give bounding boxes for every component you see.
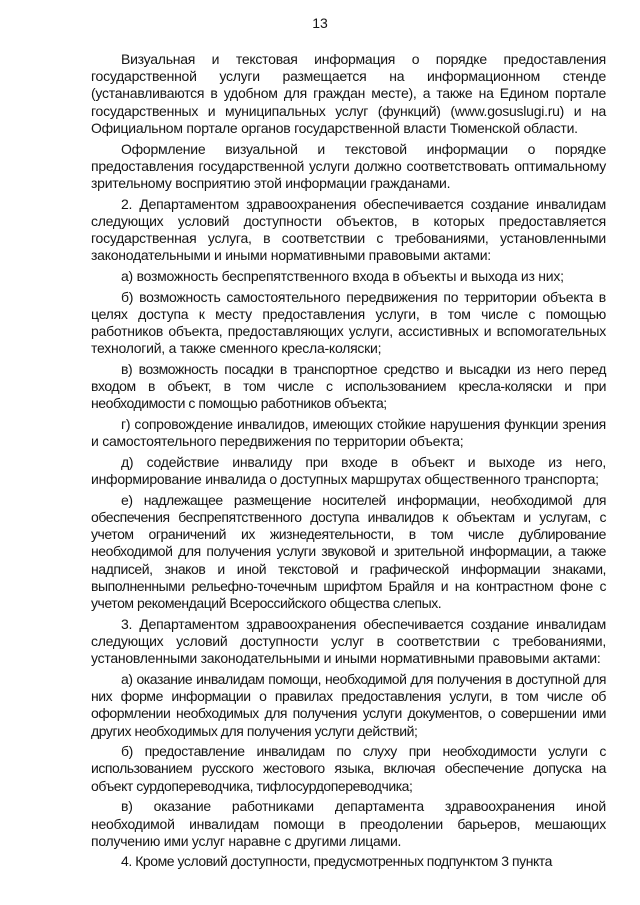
paragraph-2e: д) содействие инвалиду при входе в объект и выходе из него, информирование инвалида о доступных маршрутах общественного транспорта;: [91, 453, 606, 488]
paragraph-info-placement: Визуальная и текстовая информация о порядке предоставления государственной услуги размещается на информационном стенде (устанавливаются в удобном для граждан месте), а также на Едином портале государственных и муниципальных услуг (функций) (www.gosuslugi.ru) и на Официальном портале органов государственной власти Тюменской области.: [91, 51, 606, 136]
page-number: 13: [312, 15, 328, 31]
paragraph-3b: б) предоставление инвалидам по слуху при необходимости услуги с использованием русского жестового языка, включая обеспечение допуска на объект сурдопереводчика, тифлосурдопереводчика;: [91, 743, 606, 794]
paragraph-section-4: 4. Кроме условий доступности, предусмотренных подпунктом 3 пункта: [121, 853, 552, 870]
paragraph-2f: е) надлежащее размещение носителей информации, необходимой для обеспечения беспрепятственного доступа инвалидов к объектам и услугам, с учетом ограничений их жизнедеятельности, в том числе дублирование необходимой для получения услуги звуковой и зрительной информации, а также надписей, знаков и иной текстовой и графической информации знаками, выполненными рельефно-точечным шрифтом Брайля и на контрастном фоне с учетом рекомендаций Всероссийского общества слепых.: [91, 491, 606, 612]
paragraph-2c: в) возможность посадки в транспортное средство и высадки из него перед входом в объект, в том числе с использованием кресла-коляски и при необходимости с помощью работников объекта;: [91, 360, 606, 412]
paragraph-2a: а) возможность беспрепятственного входа в объекты и выхода из них;: [121, 267, 564, 284]
document-body: [91, 51, 606, 874]
paragraph-2d: г) сопровождение инвалидов, имеющих стойкие нарушения функции зрения и самостоятельного передвижения по территории объекта;: [91, 416, 606, 450]
paragraph-3a: а) оказание инвалидам помощи, необходимой для получения в доступной для них форме информации о правилах предоставления услуги, в том числе об оформлении необходимых для получения услуги документов, о совершении ими других необходимых для получения услуги действий;: [91, 670, 606, 739]
paragraph-info-design: Оформление визуальной и текстовой информации о порядке предоставления государственной услуги должно соответствовать оптимальному зрительному восприятию этой информации гражданами.: [91, 140, 606, 191]
paragraph-2b: б) возможность самостоятельного передвижения по территории объекта в целях доступа к месту предоставления услуги, в том числе с помощью работников объекта, предоставляющих услуги, ассистивных и вспомогательных технологий, а также сменного кресла-коляски;: [91, 288, 606, 357]
paragraph-3c: в) оказание работниками департамента здравоохранения иной необходимой инвалидам помощи в преодолении барьеров, мешающих получению ими услуг наравне с другими лицами.: [91, 798, 606, 849]
paragraph-section-2: 2. Департаментом здравоохранения обеспечивается создание инвалидам следующих условий доступности объектов, в которых предоставляется государственная услуга, в соответствии с требованиями, установленными законодательными и иными нормативными правовыми актами:: [91, 195, 606, 264]
paragraph-section-3: 3. Департаментом здравоохранения обеспечивается создание инвалидам следующих условий доступности услуг в соответствии с требованиями, установленными законодательными и иными нормативными правовыми актами:: [91, 615, 606, 667]
